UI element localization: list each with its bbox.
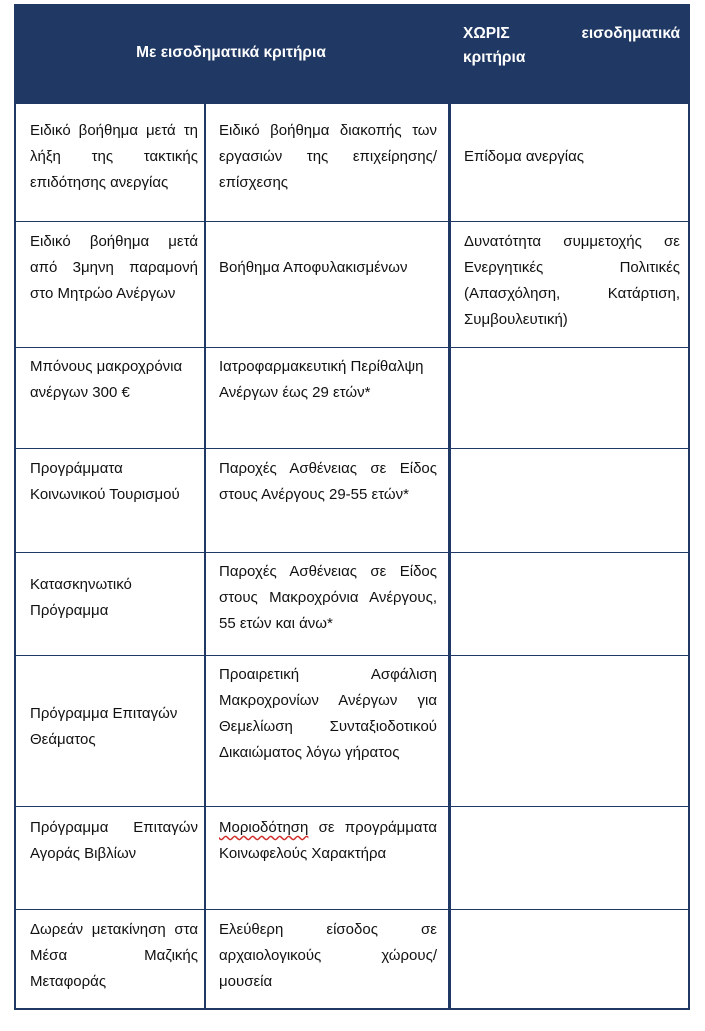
table-border-bottom: [14, 1008, 690, 1010]
row5-col2: Παροχές Ασθένειας σε Είδος στους Μακροχρόνια Ανέργους, 55 ετών και άνω*: [219, 563, 437, 632]
row7-col2-rest: σε προγράμματα Κοινωφελούς Χαρακτήρα: [219, 819, 437, 862]
row-divider: [14, 347, 690, 348]
row7-col2: [219, 815, 437, 867]
row7-col1: Πρόγραμμα Επιταγών Αγοράς Βιβλίων: [30, 819, 198, 862]
header-with-income-criteria: [14, 4, 448, 101]
header-without-word3: κριτήρια: [463, 49, 526, 66]
row1-col2: Ειδικό βοήθημα διακοπής των εργασιών της επιχείρησης/επίσχεσης: [219, 122, 437, 191]
column-divider-main: [448, 4, 451, 1010]
row-divider: [14, 655, 690, 656]
header-with-income-criteria-label: Με εισοδηματικά κριτήρια: [136, 43, 326, 61]
benefits-table: [14, 4, 690, 1010]
table-border-left: [14, 4, 16, 1010]
row8-col1: Δωρεάν μετακίνηση στα Μέσα Μαζικής Μεταφοράς: [30, 921, 198, 990]
header-without-word2: εισοδηματικά: [581, 25, 680, 42]
row6-col2: Προαιρετική Ασφάλιση Μακροχρονίων Ανέργων για Θεμελίωση Συνταξιοδοτικού Δικαιώματος λόγω γήρατος: [219, 666, 437, 761]
row-divider: [14, 806, 690, 807]
column-divider-left: [204, 104, 206, 1010]
row4-col2: Παροχές Ασθένειας σε Είδος στους Ανέργους 29-55 ετών*: [219, 460, 437, 503]
row4-col1: Προγράμματα Κοινωνικού Τουρισμού: [30, 460, 180, 503]
header-bottom-border: [14, 101, 690, 104]
row-divider: [14, 448, 690, 449]
row6-col1: Πρόγραμμα Επιταγών Θεάματος: [30, 705, 178, 748]
header-without-word1: ΧΩΡΙΣ: [463, 25, 510, 42]
row3-col2: Ιατροφαρμακευτική Περίθαλψη Ανέργων έως 29 ετών*: [219, 358, 424, 401]
row2-col3: Δυνατότητα συμμετοχής σε Ενεργητικές Πολιτικές (Απασχόληση, Κατάρτιση, Συμβουλευτική): [464, 233, 680, 328]
row3-col1: Μπόνους μακροχρόνια ανέργων 300 €: [30, 358, 183, 401]
row-divider: [14, 221, 690, 222]
row8-col2: Ελεύθερη είσοδος σε αρχαιολογικούς χώρους/ μουσεία: [219, 921, 437, 990]
row-divider: [14, 552, 690, 553]
row1-col1: Ειδικό βοήθημα μετά τη λήξη της τακτικής επιδότησης ανεργίας: [30, 122, 198, 191]
row-divider: [14, 909, 690, 910]
row1-col3: Επίδομα ανεργίας: [464, 148, 584, 165]
row5-col1: Κατασκηνωτικό Πρόγραμμα: [30, 576, 132, 619]
row2-col1: Ειδικό βοήθημα μετά από 3μηνη παραμονή στο Μητρώο Ανέργων: [30, 233, 198, 302]
header-without-income-criteria: [451, 4, 690, 101]
table-border-right: [688, 4, 690, 1010]
row2-col2: Βοήθημα Αποφυλακισμένων: [219, 259, 408, 276]
row7-col2-spellcheck-word: Μοριοδότηση: [219, 819, 309, 836]
